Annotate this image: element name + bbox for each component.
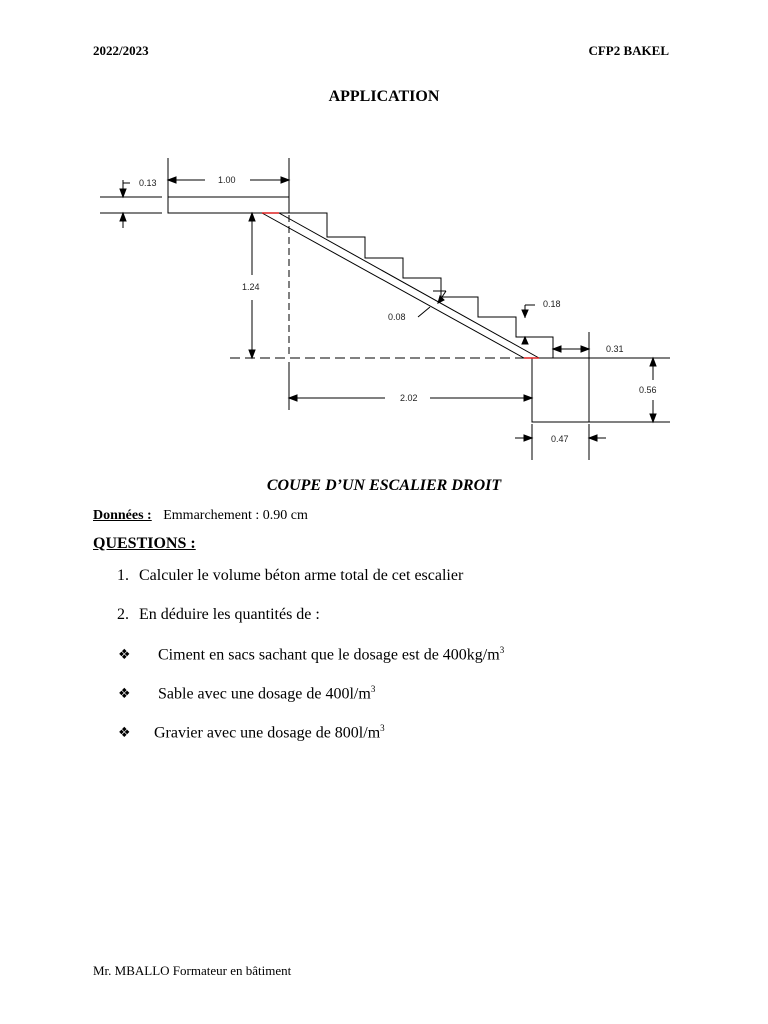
arrow: [281, 177, 289, 183]
bullet-text: Gravier avec une dosage de 800l/m: [154, 724, 381, 742]
question-item: [117, 567, 463, 585]
diamond-bullet-icon: ❖: [118, 686, 131, 703]
school-year: 2022/2023: [93, 43, 149, 58]
arrow: [524, 395, 532, 401]
drawing-caption: COUPE D’UN ESCALIER DROIT: [266, 477, 502, 494]
arrow: [589, 435, 597, 441]
label-footing-height: 0.56: [639, 385, 657, 395]
paillasse-upper: [279, 213, 539, 358]
arrow: [524, 435, 532, 441]
question-text: Calculer le volume béton arme total de cet escalier: [139, 567, 464, 584]
footing: [532, 358, 589, 422]
label-total-run: 2.02: [400, 393, 418, 403]
label-footing-width: 0.47: [551, 434, 569, 444]
label-height: 1.24: [242, 282, 260, 292]
landing-slab: [168, 197, 289, 213]
staircase-section-drawing: [0, 140, 768, 470]
superscript: 3: [370, 684, 376, 694]
question-number: 2.: [117, 606, 129, 623]
arrow: [650, 358, 656, 366]
arrow: [249, 350, 255, 358]
bullet-item: [118, 684, 375, 703]
paillasse-lower: [262, 213, 524, 358]
label-tread: 0.31: [606, 344, 624, 354]
arrow: [168, 177, 176, 183]
bullet-item: [118, 645, 504, 664]
bullet-item: [118, 723, 385, 742]
superscript: 3: [499, 645, 505, 655]
arrow: [522, 337, 528, 344]
bullet-text: Sable avec une dosage de 400l/m: [158, 685, 371, 703]
questions-heading: QUESTIONS :: [93, 535, 196, 552]
arrow: [249, 213, 255, 221]
arrow: [120, 213, 126, 221]
dimension-line: [418, 307, 430, 317]
question-item: [117, 606, 320, 624]
stair-steps: [289, 213, 553, 358]
data-value: Emmarchement : 0.90 cm: [163, 508, 308, 523]
arrow: [120, 189, 126, 197]
data-line: [93, 508, 308, 524]
question-text: En déduire les quantités de :: [139, 606, 320, 623]
arrow: [581, 346, 589, 352]
diamond-bullet-icon: ❖: [118, 725, 131, 742]
label-riser: 0.18: [543, 299, 561, 309]
page-title: APPLICATION: [328, 88, 440, 105]
arrow: [522, 310, 528, 317]
bullet-text: Ciment en sacs sachant que le dosage est de 400kg/m: [158, 646, 500, 664]
school-name: CFP2 BAKEL: [588, 43, 669, 58]
footer-author: Mr. MBALLO Formateur en bâtiment: [93, 963, 292, 978]
arrow: [650, 414, 656, 422]
superscript: 3: [380, 723, 385, 733]
label-landing-length: 1.00: [218, 175, 236, 185]
label-slab-thickness: 0.13: [139, 178, 157, 188]
arrow: [289, 395, 297, 401]
question-number: 1.: [117, 567, 129, 584]
data-label: Données :: [93, 508, 152, 523]
label-paillasse-thickness: 0.08: [388, 312, 406, 322]
arrow: [553, 346, 561, 352]
diamond-bullet-icon: ❖: [118, 647, 131, 664]
